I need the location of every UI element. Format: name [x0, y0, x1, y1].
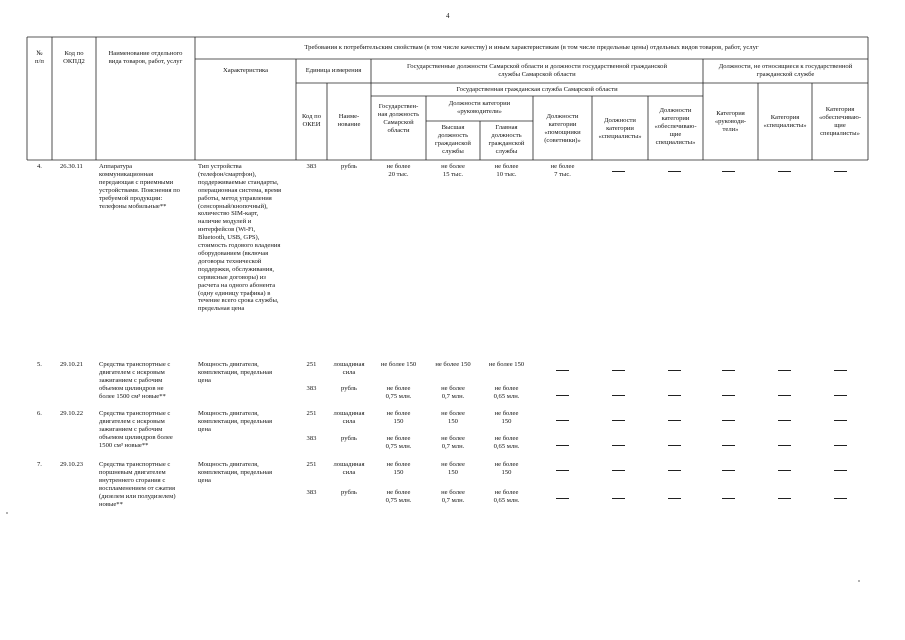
header-characteristic: Характеристика [222, 67, 269, 74]
row-main: не более 10 тыс. [494, 163, 519, 178]
header-providers: Должности категории «обеспечиваю- щие специалисты» [654, 107, 697, 146]
empty-dash [834, 370, 847, 371]
empty-dash [668, 420, 681, 421]
row-gov: не более 0,75 млн. [385, 385, 412, 400]
row-unit: рубль [341, 489, 357, 496]
row-code: 26.30.11 [60, 163, 83, 170]
header-highest: Высшая должность гражданской службы [435, 124, 471, 155]
empty-dash [722, 470, 735, 471]
row-unit: рубль [341, 163, 357, 170]
header-unit: Единица измерения [305, 67, 362, 74]
empty-dash [668, 370, 681, 371]
empty-dash [612, 171, 625, 172]
empty-dash [778, 395, 791, 396]
empty-dash [668, 395, 681, 396]
row-okei: 251 [306, 361, 317, 368]
empty-dash [834, 420, 847, 421]
row-characteristic: Тип устройства (телефон/смартфон), поддерживаемые стандарты, операционная система, время работы, метод управления (сенсорный/кнопочный), количество SIM-карт, наличие модулей и интерфейсов (Wi-Fi, Bluetooth, USB, GPS), стоимость годового владения оборудованием (включая договоры технической поддержки, обслуживания, сервисные договоры) из расчета на одного абонента (одну единицу трафика) в течение всего срока службы, предельная цена [198, 163, 282, 313]
row-main: не более 0,65 млн. [493, 435, 520, 450]
row-gov: не более 150 [380, 361, 417, 368]
empty-dash [778, 445, 791, 446]
row-characteristic: Мощность двигателя, комплектация, предельная цена [198, 410, 273, 433]
row-main: не более 150 [494, 410, 519, 425]
empty-dash [722, 420, 735, 421]
empty-dash [556, 420, 569, 421]
header-specialists: Должности категории «специалисты» [598, 117, 642, 140]
row-characteristic: Мощность двигателя, комплектация, предельная цена [198, 361, 273, 384]
row-asst: не более 7 тыс. [550, 163, 575, 178]
header-main: Главная должность гражданской службы [488, 124, 525, 155]
header-state-positions: Государственные должности Самарской области и должности государственной гражданской службы Самарской области [406, 63, 667, 78]
row-unit: лошадиная сила [333, 410, 365, 425]
row-okei: 251 [306, 461, 317, 468]
empty-dash [668, 171, 681, 172]
empty-dash [612, 370, 625, 371]
empty-dash [556, 470, 569, 471]
empty-dash [778, 420, 791, 421]
row-high: не более 15 тыс. [441, 163, 465, 178]
row-characteristic: Мощность двигателя, комплектация, предельная цена [198, 461, 273, 484]
row-code: 29.10.22 [60, 410, 84, 417]
row-num: 5. [37, 361, 42, 368]
row-okei: 383 [306, 385, 317, 392]
row-high: не более 150 [441, 410, 465, 425]
row-name: Средства транспортные с двигателем с искровым зажиганием с рабочим объемом цилиндров не более 1500 см³ новые** [99, 361, 171, 400]
empty-dash [668, 445, 681, 446]
header-assistants: Должности категории «помощники (советники)» [544, 113, 581, 144]
header-civil-service: Государственная гражданская служба Самарской области [456, 86, 618, 93]
header-unit-code: Код по ОКЕИ [301, 113, 321, 128]
empty-dash [612, 395, 625, 396]
row-name: Аппаратура коммуникационная передающая с приемными устройствами. Пояснения по требуемой продукции: телефоны мобильные** [99, 163, 180, 210]
row-num: 4. [37, 163, 42, 170]
row-high: не более 150 [435, 361, 471, 368]
row-okei: 383 [306, 489, 317, 496]
empty-dash [834, 445, 847, 446]
row-unit: рубль [341, 385, 357, 392]
header-cat-heads: Категория «руководи- тели» [714, 110, 747, 133]
row-unit: рубль [341, 435, 357, 442]
row-code: 29.10.21 [60, 361, 84, 368]
empty-dash [722, 370, 735, 371]
empty-dash [556, 370, 569, 371]
row-gov: не более 0,75 млн. [385, 489, 412, 504]
empty-dash [612, 498, 625, 499]
header-name: Наименование отдельного вида товаров, работ, услуг [108, 50, 183, 65]
empty-dash [612, 445, 625, 446]
empty-dash [722, 498, 735, 499]
row-unit: лошадиная сила [333, 361, 365, 376]
row-main: не более 0,65 млн. [493, 385, 520, 400]
row-gov: не более 150 [386, 410, 411, 425]
row-code: 29.10.23 [60, 461, 84, 468]
empty-dash [834, 171, 847, 172]
row-gov: не более 150 [386, 461, 411, 476]
row-main: не более 0,65 млн. [493, 489, 520, 504]
header-gov-position: Государствен- ная должность Самарской области [377, 103, 420, 134]
row-unit: лошадиная сила [333, 461, 365, 476]
row-main: не более 150 [488, 361, 525, 368]
row-num: 6. [37, 410, 42, 417]
empty-dash [722, 445, 735, 446]
row-main: не более 150 [494, 461, 519, 476]
empty-dash [778, 171, 791, 172]
row-high: не более 0,7 млн. [441, 385, 465, 400]
empty-dash [722, 171, 735, 172]
header-cat-spec: Категория «специалисты» [763, 114, 807, 129]
row-high: не более 0,7 млн. [441, 435, 465, 450]
page-number: 4 [446, 12, 450, 20]
row-num: 7. [37, 461, 42, 468]
header-non-civil: Должности, не относящиеся к государственной гражданской службе [718, 63, 853, 78]
row-name: Средства транспортные с двигателем с искровым зажиганием с рабочим объемом цилиндров более 1500 см³ новые** [99, 410, 173, 449]
header-unit-name: Наиме- нование [337, 113, 361, 128]
empty-dash [668, 498, 681, 499]
row-okei: 251 [306, 410, 317, 417]
row-high: не более 0,7 млн. [441, 489, 465, 504]
empty-dash [778, 470, 791, 471]
empty-dash [834, 498, 847, 499]
row-name: Средства транспортные с поршневым двигателем внутреннего сгорания с воспламенением от сжатия (дизелем или полудизелем) новые** [99, 461, 176, 508]
row-okei: 383 [306, 163, 317, 170]
empty-dash [722, 395, 735, 396]
empty-dash [778, 370, 791, 371]
row-okei: 383 [306, 435, 317, 442]
empty-dash [834, 470, 847, 471]
header-requirements: Требования к потребительским свойствам (в том числе качеству) и иным характеристикам (в том числе предельные цены) отдельных видов товаров, работ, услуг [304, 44, 759, 51]
empty-dash [668, 470, 681, 471]
empty-dash [556, 445, 569, 446]
header-heads: Должности категории «руководители» [448, 100, 511, 115]
empty-dash [834, 395, 847, 396]
row-high: не более 150 [441, 461, 465, 476]
empty-dash [612, 420, 625, 421]
empty-dash [556, 395, 569, 396]
empty-dash [612, 470, 625, 471]
empty-dash [556, 498, 569, 499]
scan-speck [858, 580, 860, 582]
row-gov: не более 0,75 млн. [385, 435, 412, 450]
header-num: № п/п [35, 50, 44, 65]
empty-dash [778, 498, 791, 499]
row-gov: не более 20 тыс. [386, 163, 411, 178]
header-okpd: Код по ОКПД2 [63, 50, 85, 65]
header-cat-prov: Категория «обеспечиваю- щие специалисты» [818, 106, 862, 137]
scan-speck [6, 512, 8, 514]
